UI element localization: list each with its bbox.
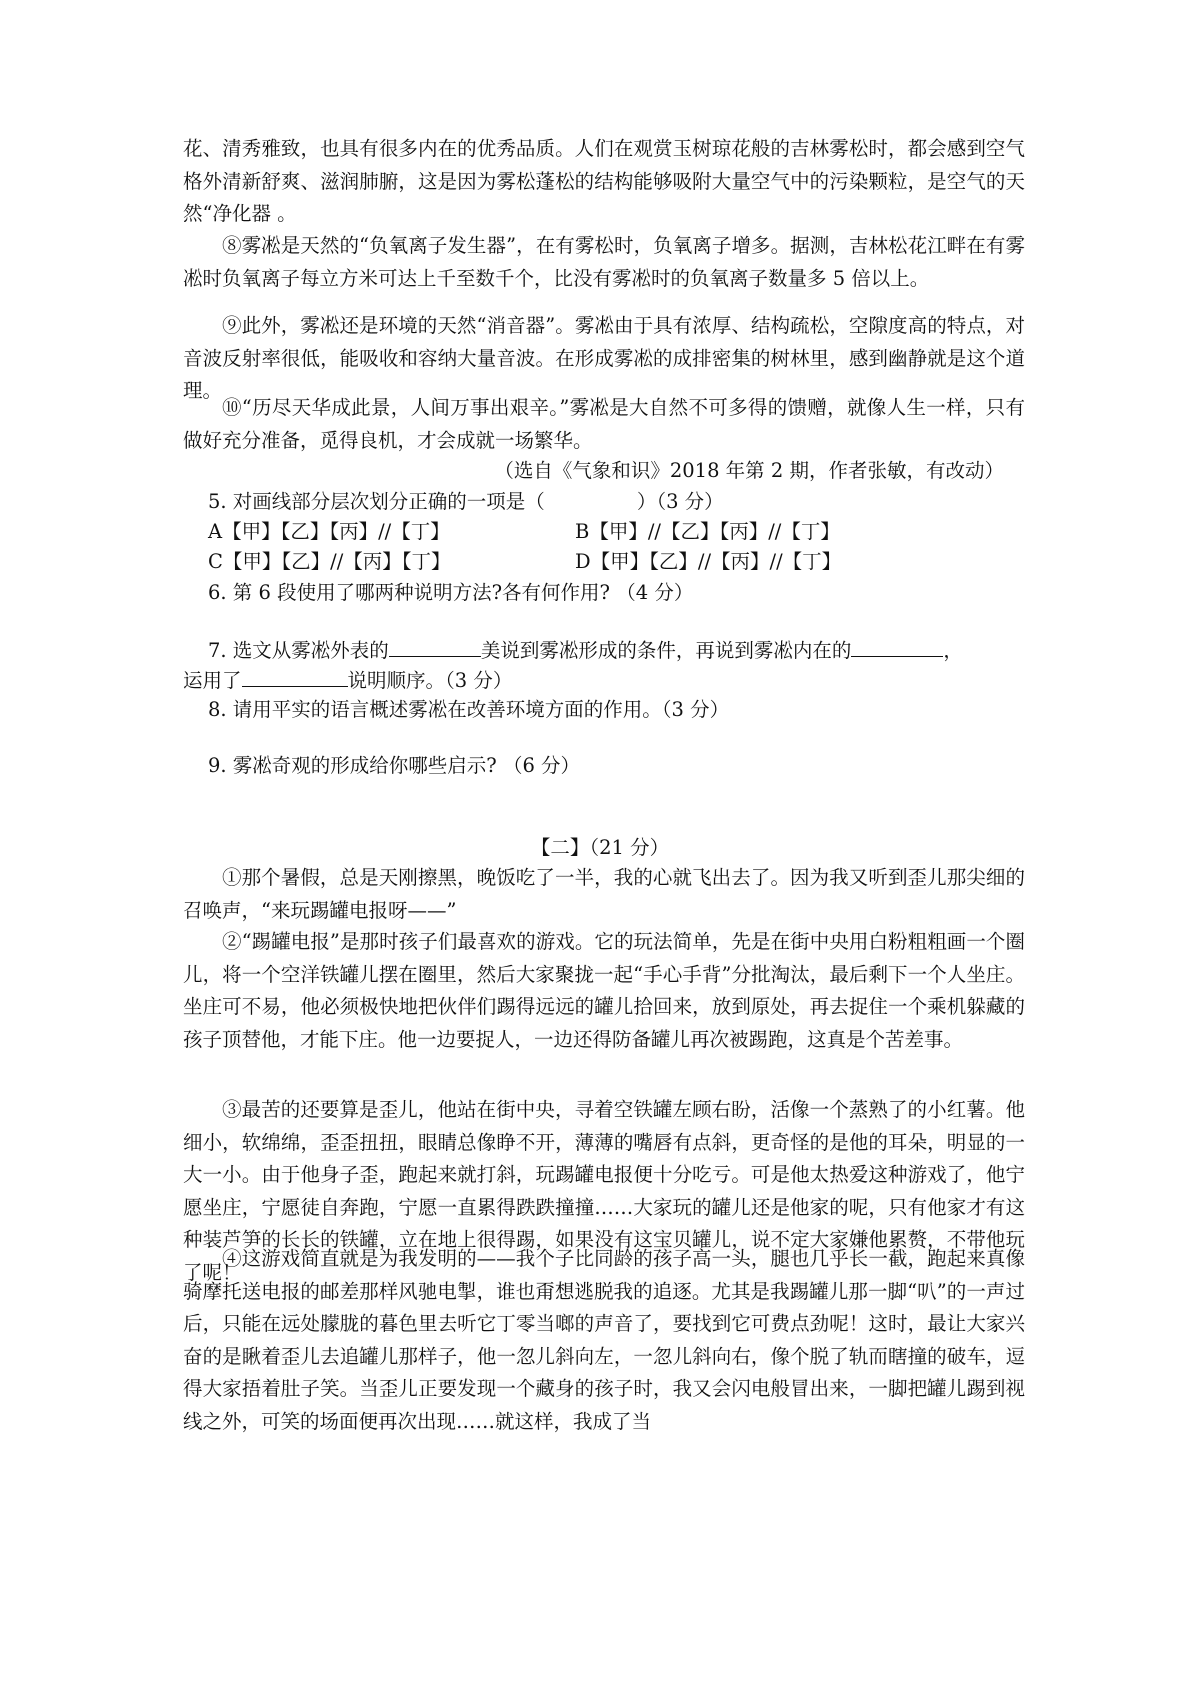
question-7-line2 [183,664,512,697]
question-5-score: ）（3 分） [636,490,724,513]
question-7-blank-1[interactable] [389,634,481,657]
question-7-text-b: 美说到雾凇形成的条件，再说到雾凇内在的 [480,639,852,662]
question-6: 6. 第 6 段使用了哪两种说明方法?各有何作用? （4 分） [208,581,694,604]
question-8: 8. 请用平实的语言概述雾凇在改善环境方面的作用。（3 分） [208,698,730,721]
option-b: B【甲】//【乙】【丙】//【丁】 [575,520,840,543]
question-5-text: 5. 对画线部分层次划分正确的一项是（ [208,490,545,513]
option-d: D【甲】【乙】//【丙】//【丁】 [575,550,842,573]
option-c: C【甲】【乙】//【丙】【丁】 [208,550,451,573]
paragraph-10: ⑩“历尽天华成此景，人间万事出艰辛。”雾凇是大自然不可多得的馈赠，就像人生一样，只有做好充分准备，觅得良机，才会成就一场繁华。 [183,396,1025,452]
question-7-line1 [208,634,963,667]
question-7-text-a: 7. 选文从雾凇外表的 [208,639,389,662]
section-2-paragraph-3: ③最苦的还要算是歪儿，他站在街中央，寻着空铁罐左顾右盼，活像一个蒸熟了的小红薯。他细小，软绵绵，歪歪扭扭，眼睛总像睁不开，薄薄的嘴唇有点斜，更奇怪的是他的耳朵，明显的一大一小。由于他身子歪，跑起来就打斜，玩踢罐电报便十分吃亏。可是他太热爱这种游戏了，他宁愿坐庄，宁愿徒自奔跑，宁愿一直累得跌跌撞撞……大家玩的罐儿还是他家的呢，只有他家才有这种装芦笋的长长的铁罐，立在地上很得踢，如果没有这宝贝罐儿，说不定大家嫌他累赘，不带他玩了呢！ [183,1098,1025,1284]
question-9: 9. 雾凇奇观的形成给你哪些启示? （6 分） [208,754,581,777]
paragraph-7-continuation: 花、清秀雅致，也具有很多内在的优秀品质。人们在观赏玉树琼花般的吉林雾松时，都会感到空气格外清新舒爽、滋润肺腑，这是因为雾松蓬松的结构能够吸附大量空气中的污染颗粒，是空气的天然“净化器 。 [183,137,1025,225]
question-7-blank-3[interactable] [242,664,348,687]
section-2-heading: 【二】（21 分） [530,836,670,859]
question-7-text-e: 说明顺序。（3 分） [347,669,513,692]
question-5 [208,486,724,518]
paragraph-9: ⑨此外，雾凇还是环境的天然“消音器”。雾凇由于具有浓厚、结构疏松，空隙度高的特点，对音波反射率很低，能吸收和容纳大量音波。在形成雾凇的成排密集的树林里，感到幽静就是这个道理。 [183,314,1025,402]
section-2-paragraph-4: ④这游戏简直就是为我发明的——我个子比同龄的孩子高一头，腿也几乎长一截，跑起来真像骑摩托送电报的邮差那样风驰电掣，谁也甭想逃脱我的追逐。尤其是我踢罐儿那一脚“叭”的一声过后，只能在远处朦胧的暮色里去听它丁零当啷的声音了，要找到它可费点劲呢！这时，最让大家兴奋的是瞅着歪儿去追罐儿那样子，他一忽儿斜向左，一忽儿斜向右，像个脱了轨而瞎撞的破车，逗得大家捂着肚子笑。当歪儿正要发现一个藏身的孩子时，我又会闪电般冒出来，一脚把罐儿踢到视线之外，可笑的场面便再次出现……就这样，我成了当 [183,1247,1025,1433]
question-7-blank-2[interactable] [851,634,943,657]
option-a: A【甲】【乙】【丙】//【丁】 [208,520,450,543]
source-citation: （选自《气象和识》2018 年第 2 期，作者张敏，有改动） [494,459,1004,482]
paragraph-8: ⑧雾凇是天然的“负氧离子发生器”，在有雾松时，负氧离子增多。据测，吉林松花江畔在有雾凇时负氧离子每立方米可达上千至数千个，比没有雾凇时的负氧离子数量多 5 倍以上。 [183,234,1025,290]
question-7-text-c: ， [943,639,963,662]
question-7-text-d: 运用了 [183,669,242,692]
section-2-paragraph-1: ①那个暑假，总是天刚擦黑，晚饭吃了一半，我的心就飞出去了。因为我又听到歪儿那尖细的召唤声，“来玩踢罐电报呀——” [183,866,1025,922]
section-2-paragraph-2: ②“踢罐电报”是那时孩子们最喜欢的游戏。它的玩法简单，先是在街中央用白粉粗粗画一个圈儿，将一个空洋铁罐儿摆在圈里，然后大家聚拢一起“手心手背”分批淘汰，最后剩下一个人坐庄。坐庄可不易，他必须极快地把伙伴们踢得远远的罐儿拾回来，放到原处，再去捉住一个乘机躲藏的孩子顶替他，才能下庄。他一边要捉人，一边还得防备罐儿再次被踢跑，这真是个苦差事。 [183,930,1025,1051]
